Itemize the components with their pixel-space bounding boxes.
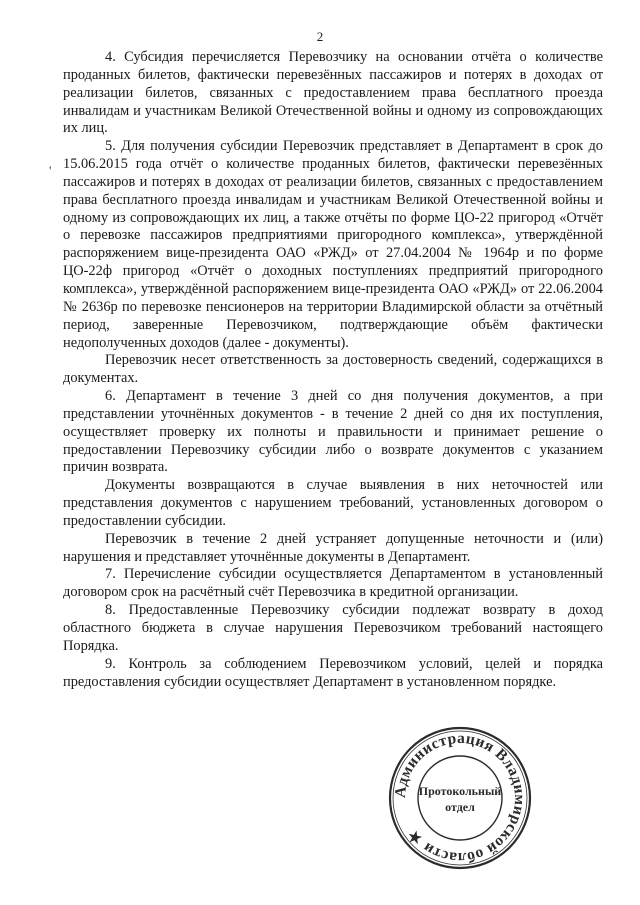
paragraph-9-control: 9. Контроль за соблюдением Перевозчиком условий, целей и порядка предоставления субсидии осуществляет Департамент в установленном порядке. bbox=[63, 655, 603, 690]
stamp-outer-ring bbox=[390, 728, 530, 868]
margin-mark: ' bbox=[49, 163, 52, 178]
paragraph-corrections: Перевозчик в течение 2 дней устраняет допущенные неточности и (или) нарушения и представляет уточнённые документы в Департамент. bbox=[63, 530, 603, 565]
paragraph-8-refund: 8. Предоставленные Перевозчику субсидии подлежат возврату в доход областного бюджета в случае нарушения Перевозчиком требований настоящего Порядка. bbox=[63, 602, 603, 654]
stamp-ring-text: Администрация Владимирской области ★ bbox=[391, 729, 529, 867]
paragraph-7-transfer: 7. Перечисление субсидии осуществляется Департаментом в установленный договором срок на расчётный счёт Перевозчика в кредитной организации. bbox=[63, 566, 603, 601]
paragraph-responsibility: Перевозчик несет ответственность за достоверность сведений, содержащихся в документах. bbox=[63, 352, 603, 387]
page-number: 2 bbox=[316, 29, 324, 44]
stamp-center-line-2: отдел bbox=[445, 800, 475, 814]
stamp-center-line-1: Протокольный bbox=[418, 784, 502, 798]
paragraph-5-report-submission: 5. Для получения субсидии Перевозчик представляет в Департамент в срок до 15.06.2015 года отчёт о количестве проданных билетов, фактически перевезённых пассажиров и потерях в доходах от реализации билетов, связанных с предоставлением права бесплатного проезда инвалидам и участникам Великой Отечественной войны и одному из сопровождающих их лиц, а также отчёты по форме ЦО-22 пригород «Отчёт о перевозке пассажиров предприятиями пригородного комплекса», утверждённой распоряжением вице-президента ОАО «РЖД» от 27.04.2004 № 1964р и по форме ЦО-22ф пригород «Отчёт о доходных поступлениях предприятий пригородного комплекса», утверждённой распоряжением вице-президента ОАО «РЖД» от 22.06.2004 № 2636р по перевозке пенсионеров на территории Владимирской области за отчётный период, заверенные Перевозчиком, подтверждающие объём фактически недополученных доходов (далее - документы). bbox=[63, 138, 603, 351]
stamp-center-ring bbox=[418, 756, 502, 840]
paragraph-6-department-review: 6. Департамент в течение 3 дней со дня получения документов, а при представлении уточнённых документов - в течение 2 дней со дня их поступления, осуществляет проверку их полноты и правильности и принимает решение о предоставлении Перевозчику субсидии либо о возврате документов с указанием причин возврата. bbox=[63, 388, 603, 476]
document-body bbox=[63, 49, 603, 691]
paragraph-4-subsidy-basis: 4. Субсидия перечисляется Перевозчику на основании отчёта о количестве проданных билетов, фактически перевезённых пассажиров и потерях в доходах от реализации билетов, связанных с предоставлением права бесплатного проезда инвалидам и участникам Великой Отечественной войны и одному из сопровождающих их лиц. bbox=[63, 49, 603, 137]
protocol-department-stamp bbox=[385, 723, 535, 873]
paragraph-documents-returned: Документы возвращаются в случае выявления в них неточностей или представления документов с нарушением требований, установленных договором о предоставлении субсидии. bbox=[63, 477, 603, 529]
